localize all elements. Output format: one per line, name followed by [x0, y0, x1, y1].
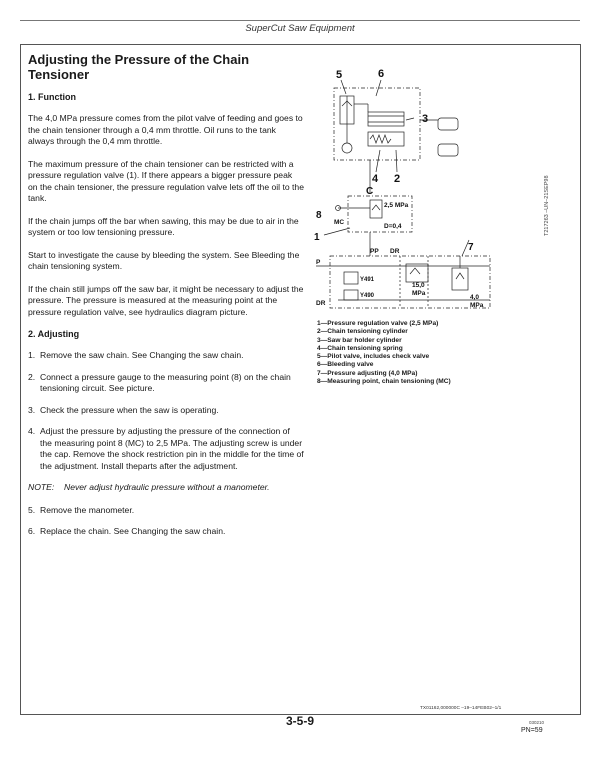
- step-item: [28, 505, 304, 517]
- step-text: Adjust the pressure by adjusting the pressure of the connection of the measuring point 8 (MC) to 2,5 MPa. The adjusting screw is under the cap. Remove the shock restriction pin in the middle for the time of the adjustment. Install theparts after the adjustment.: [40, 426, 304, 471]
- label-mpa-4: MPa: [470, 302, 484, 309]
- step-text: Remove the saw chain. See Changing the saw chain.: [40, 350, 244, 360]
- step-text: Connect a pressure gauge to the measuring point (8) on the chain tensioning circuit. See picture.: [40, 371, 291, 393]
- label-mc: MC: [334, 219, 345, 226]
- revision-code: 030210: [529, 720, 545, 725]
- solenoid-y491: [344, 272, 358, 284]
- callout-c: C: [366, 186, 374, 197]
- pressure-regulation-valve: [370, 200, 382, 218]
- page-number: PN=59: [521, 727, 543, 734]
- label-y490: Y490: [360, 293, 375, 299]
- note-text: Never adjust hydraulic pressure without a manometer.: [64, 482, 270, 492]
- callout-3: 3: [422, 113, 429, 125]
- device-icon-1: [438, 118, 458, 130]
- document-code: TX01162,000000C –19–14FEB02–1/1: [420, 706, 502, 711]
- chain-tensioning-cylinder: [368, 132, 404, 146]
- function-paragraph: If the chain jumps off the bar when sawing, this may be due to air in the system or too low tensioning pressure.: [28, 215, 299, 237]
- hydraulic-diagram: [310, 60, 530, 312]
- pressure-adjusting-valve: [452, 268, 468, 290]
- label-y491: Y491: [360, 277, 375, 283]
- label-15-0: 15,0: [412, 282, 425, 289]
- header-rule: [20, 20, 580, 21]
- step-text: Check the pressure when the saw is operating.: [40, 404, 219, 415]
- page-identifier: 3-5-9: [285, 714, 314, 728]
- step-number: 5.: [28, 504, 36, 515]
- note: [28, 482, 304, 494]
- device-icon-2: [438, 144, 458, 156]
- legend-item: 6—Bleeding valve: [317, 361, 374, 369]
- label-d-0-4: D=0,4: [384, 223, 402, 230]
- callout-4: 4: [372, 173, 379, 185]
- figure-legend: [317, 320, 567, 386]
- step-text: Replace the chain. See Changing the saw chain.: [40, 526, 226, 536]
- callout-7: 7: [468, 242, 474, 253]
- saw-bar-holder-cylinder: [368, 112, 404, 126]
- legend-item: 8—Measuring point, chain tensioning (MC): [317, 378, 451, 386]
- legend-item: 1—Pressure regulation valve (2,5 MPa): [317, 320, 439, 327]
- note-label: NOTE:: [28, 482, 55, 492]
- legend-item: 3—Saw bar holder cylinder: [317, 336, 402, 344]
- label-p: P: [316, 259, 321, 266]
- running-head: SuperCut Saw Equipment: [245, 23, 355, 34]
- step-number: 4.: [28, 426, 36, 436]
- callout-6: 6: [378, 68, 385, 80]
- main-text-column: [28, 52, 304, 548]
- callout-8: 8: [316, 210, 322, 221]
- step-item: [28, 372, 304, 395]
- label-4-0: 4,0: [470, 294, 480, 301]
- chain-tensioning-spring: [370, 135, 391, 143]
- page-title: Adjusting the Pressure of the Chain Tensioner: [28, 52, 250, 82]
- label-2-5-mpa: 2,5 MPa: [384, 202, 409, 209]
- label-pp: PP: [370, 248, 379, 255]
- step-number: 3.: [28, 404, 36, 415]
- function-paragraph: The 4,0 MPa pressure comes from the pilot valve of feeding and goes to the chain tensioner through a 0,4 mm throttle. Oil runs to the tank always through the 0,4 mm throttle.: [28, 113, 303, 146]
- function-paragraph: The maximum pressure of the chain tensioner can be restricted with a pressure regulation valve (1). If there appears a bigger pressure peak on the chain tensioner, the pressure regulation valve lets off the oil to the tank.: [28, 158, 304, 203]
- solenoid-y490: [344, 290, 358, 300]
- step-item: [28, 526, 304, 538]
- step-text: Remove the manometer.: [40, 504, 135, 515]
- adjusting-heading: 2. Adjusting: [28, 329, 80, 339]
- callout-2: 2: [394, 173, 401, 185]
- legend-item: 4—Chain tensioning spring: [317, 344, 403, 352]
- legend-item: 2—Chain tensioning cylinder: [317, 328, 408, 336]
- label-dr: DR: [390, 248, 400, 255]
- label-mpa-15: MPa: [412, 290, 426, 297]
- function-paragraph: Start to investigate the cause by bleeding the system. See Bleeding the chain tensioning system.: [28, 249, 300, 271]
- step-number: 2.: [28, 371, 36, 382]
- step-item: [28, 350, 304, 362]
- figure-reference: T217263 –UN–21SEP98: [544, 175, 550, 236]
- function-paragraph: If the chain still jumps off the saw bar, it might be necessary to adjust the pressure. The pressure is measured at the measuring point at the pressure regulation valve, see hydraulics diagram picture.: [28, 283, 304, 317]
- pressure-valve-15: [406, 264, 428, 282]
- legend-item: 7—Pressure adjusting (4,0 MPa): [317, 369, 418, 377]
- step-item: [28, 426, 304, 472]
- step-number: 1.: [28, 350, 36, 360]
- step-item: [28, 405, 304, 417]
- label-dr-2: DR: [316, 300, 326, 307]
- bleeding-valve-symbol: [342, 143, 352, 153]
- callout-1: 1: [314, 232, 320, 243]
- legend-item: 5—Pilot valve, includes check valve: [317, 353, 430, 361]
- function-heading: 1. Function: [28, 92, 76, 102]
- step-number: 6.: [28, 526, 36, 536]
- callout-5: 5: [336, 69, 343, 81]
